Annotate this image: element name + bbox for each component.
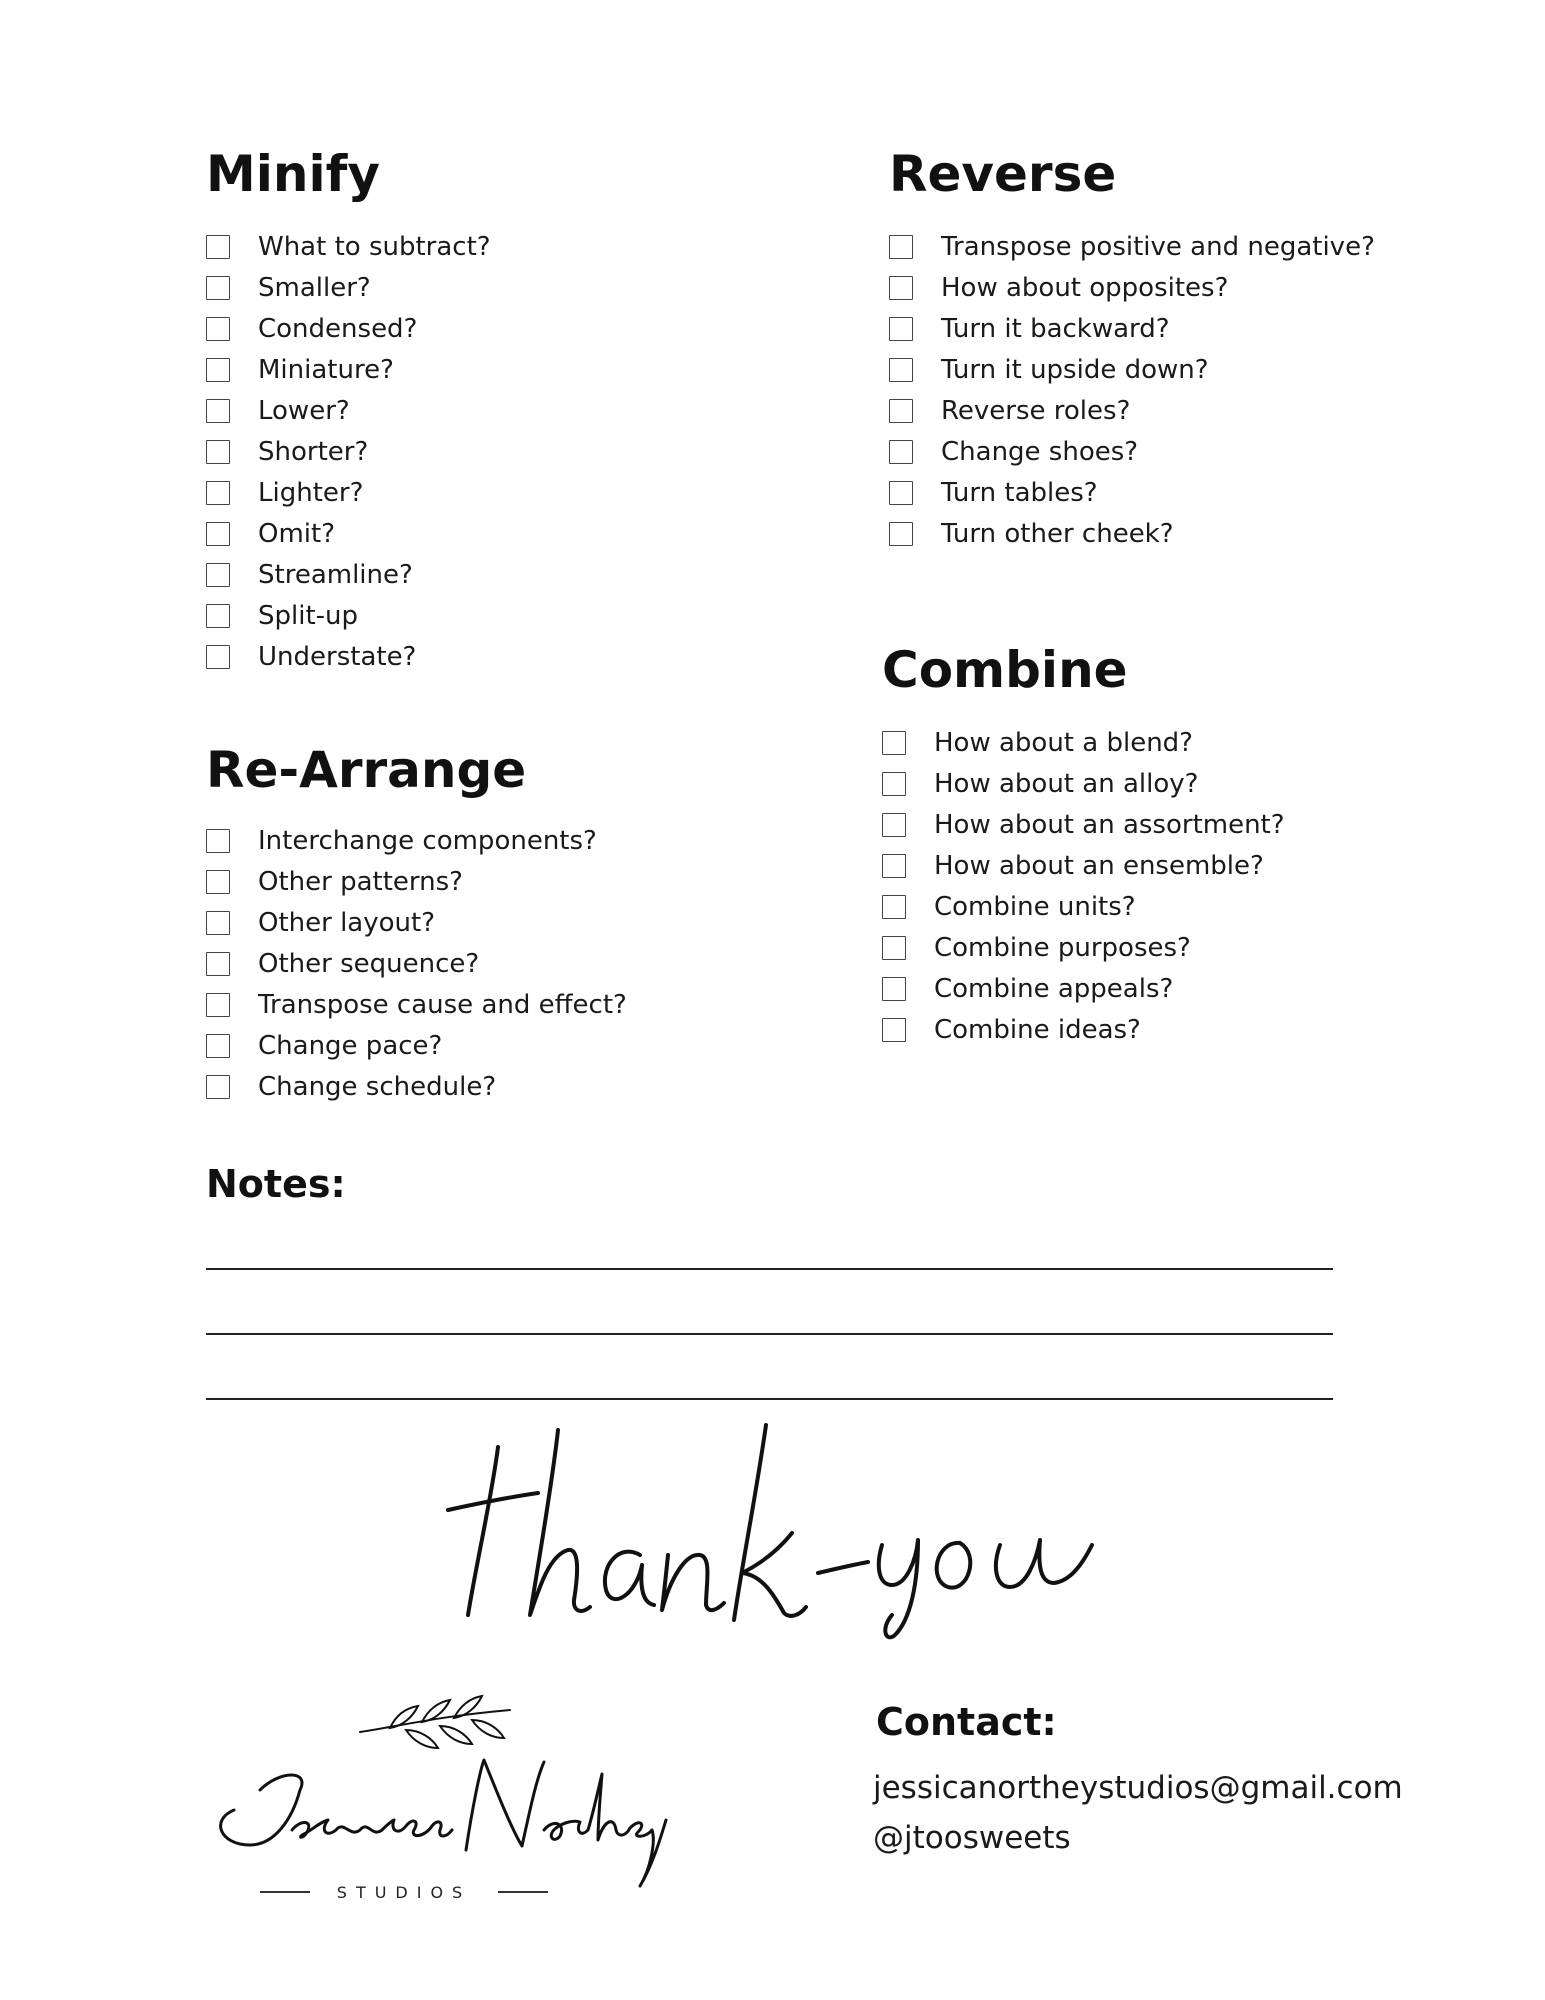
checklist-item-label: How about a blend? <box>934 727 1193 758</box>
checkbox[interactable] <box>206 440 230 464</box>
checklist-item-label: Turn other cheek? <box>941 518 1174 549</box>
checkbox[interactable] <box>882 936 906 960</box>
minify-title: Minify <box>206 145 380 203</box>
checkbox[interactable] <box>206 645 230 669</box>
checklist-item-label: Other sequence? <box>258 948 480 979</box>
checklist-item <box>206 513 491 554</box>
minify-section <box>206 144 491 677</box>
checklist-item <box>882 968 1285 1009</box>
checkbox[interactable] <box>206 317 230 341</box>
checklist-item <box>206 636 491 677</box>
checklist-item-label: Change schedule? <box>258 1071 497 1102</box>
rearrange-title: Re-Arrange <box>206 741 527 799</box>
checklist-item <box>882 722 1285 763</box>
combine-section <box>882 640 1285 1050</box>
checklist-item-label: Combine purposes? <box>934 932 1191 963</box>
checklist-item-label: Condensed? <box>258 313 418 344</box>
checkbox[interactable] <box>206 563 230 587</box>
checkbox[interactable] <box>889 399 913 423</box>
checklist-item-label: How about an assortment? <box>934 809 1285 840</box>
checkbox[interactable] <box>206 993 230 1017</box>
checkbox[interactable] <box>206 522 230 546</box>
combine-checklist <box>882 722 1285 1050</box>
checklist-item-label: Split-up <box>258 600 359 631</box>
checklist-item <box>206 472 491 513</box>
checkbox[interactable] <box>882 772 906 796</box>
minify-checklist <box>206 226 491 677</box>
checklist-item <box>206 390 491 431</box>
checkbox[interactable] <box>889 440 913 464</box>
checklist-item <box>206 431 491 472</box>
checklist-item-label: Turn it upside down? <box>941 354 1209 385</box>
checkbox[interactable] <box>889 481 913 505</box>
checkbox[interactable] <box>206 481 230 505</box>
checkbox[interactable] <box>206 235 230 259</box>
checklist-item-label: Turn it backward? <box>941 313 1170 344</box>
checklist-item-label: Reverse roles? <box>941 395 1131 426</box>
checkbox[interactable] <box>206 604 230 628</box>
reverse-title: Reverse <box>889 145 1117 203</box>
checklist-item-label: What to subtract? <box>258 231 491 262</box>
contact-social-handle[interactable]: @jtoosweets <box>873 1820 1071 1856</box>
notes-line[interactable] <box>206 1333 1333 1335</box>
checkbox[interactable] <box>206 1034 230 1058</box>
checkbox[interactable] <box>882 813 906 837</box>
checkbox[interactable] <box>889 235 913 259</box>
checklist-item <box>206 820 627 861</box>
checklist-item <box>882 845 1285 886</box>
checklist-item <box>206 226 491 267</box>
checkbox[interactable] <box>882 854 906 878</box>
checklist-item-label: Combine units? <box>934 891 1136 922</box>
checklist-item-label: How about an ensemble? <box>934 850 1264 881</box>
checklist-item-label: Understate? <box>258 641 417 672</box>
checklist-item-label: How about opposites? <box>941 272 1229 303</box>
checklist-item <box>889 390 1375 431</box>
checklist-item-label: Smaller? <box>258 272 371 303</box>
checklist-item-label: Other patterns? <box>258 866 463 897</box>
checklist-item <box>889 308 1375 349</box>
checklist-item-label: Shorter? <box>258 436 369 467</box>
checkbox[interactable] <box>206 1075 230 1099</box>
checkbox[interactable] <box>206 358 230 382</box>
checklist-item <box>206 349 491 390</box>
checkbox[interactable] <box>206 829 230 853</box>
checkbox[interactable] <box>206 911 230 935</box>
logo-tagline: STUDIOS <box>336 1883 472 1902</box>
reverse-checklist <box>889 226 1375 554</box>
checklist-item-label: Streamline? <box>258 559 413 590</box>
checklist-item <box>889 267 1375 308</box>
checklist-item <box>206 595 491 636</box>
checklist-item-label: Combine appeals? <box>934 973 1174 1004</box>
checklist-item <box>889 349 1375 390</box>
checklist-item <box>889 513 1375 554</box>
combine-title: Combine <box>882 641 1128 699</box>
contact-label: Contact: <box>876 1700 1057 1744</box>
checklist-item-label: Change shoes? <box>941 436 1139 467</box>
checklist-item-label: Combine ideas? <box>934 1014 1141 1045</box>
checklist-item <box>206 902 627 943</box>
checkbox[interactable] <box>206 952 230 976</box>
checkbox[interactable] <box>882 977 906 1001</box>
checklist-item <box>206 1066 627 1107</box>
checkbox[interactable] <box>882 731 906 755</box>
checklist-item-label: Lighter? <box>258 477 364 508</box>
checklist-item-label: Transpose positive and negative? <box>941 231 1375 262</box>
checkbox[interactable] <box>889 317 913 341</box>
checklist-item <box>206 943 627 984</box>
checklist-item <box>206 308 491 349</box>
studio-logo <box>200 1670 680 1910</box>
checkbox[interactable] <box>206 399 230 423</box>
checkbox[interactable] <box>882 1018 906 1042</box>
checkbox[interactable] <box>206 276 230 300</box>
checklist-item <box>889 226 1375 267</box>
notes-line[interactable] <box>206 1398 1333 1400</box>
checklist-item <box>882 927 1285 968</box>
rearrange-section <box>206 740 627 1107</box>
checklist-item-label: Transpose cause and effect? <box>258 989 627 1020</box>
checklist-item <box>882 1009 1285 1050</box>
checklist-item <box>206 554 491 595</box>
thank-you-script <box>440 1415 1100 1640</box>
notes-label: Notes: <box>206 1162 346 1206</box>
checklist-item <box>206 984 627 1025</box>
checklist-item <box>889 472 1375 513</box>
checklist-item-label: Omit? <box>258 518 336 549</box>
checklist-item-label: How about an alloy? <box>934 768 1199 799</box>
checklist-item <box>206 1025 627 1066</box>
checklist-item <box>206 861 627 902</box>
checklist-item <box>889 431 1375 472</box>
checklist-item-label: Turn tables? <box>941 477 1098 508</box>
checklist-item <box>882 886 1285 927</box>
checklist-item-label: Lower? <box>258 395 350 426</box>
checkbox[interactable] <box>206 870 230 894</box>
checklist-item <box>206 267 491 308</box>
checkbox[interactable] <box>882 895 906 919</box>
jessica-northey-signature <box>221 1760 666 1886</box>
reverse-section <box>889 144 1375 554</box>
checklist-item-label: Other layout? <box>258 907 436 938</box>
checkbox[interactable] <box>889 276 913 300</box>
checkbox[interactable] <box>889 522 913 546</box>
contact-email-link[interactable]: jessicanortheystudios@gmail.com <box>873 1770 1403 1806</box>
checklist-item-label: Miniature? <box>258 354 394 385</box>
checkbox[interactable] <box>889 358 913 382</box>
checklist-item <box>882 804 1285 845</box>
rearrange-checklist <box>206 820 627 1107</box>
checklist-item-label: Interchange components? <box>258 825 597 856</box>
checklist-item-label: Change pace? <box>258 1030 443 1061</box>
leaf-branch-icon <box>360 1696 510 1748</box>
checklist-item <box>882 763 1285 804</box>
notes-line[interactable] <box>206 1268 1333 1270</box>
